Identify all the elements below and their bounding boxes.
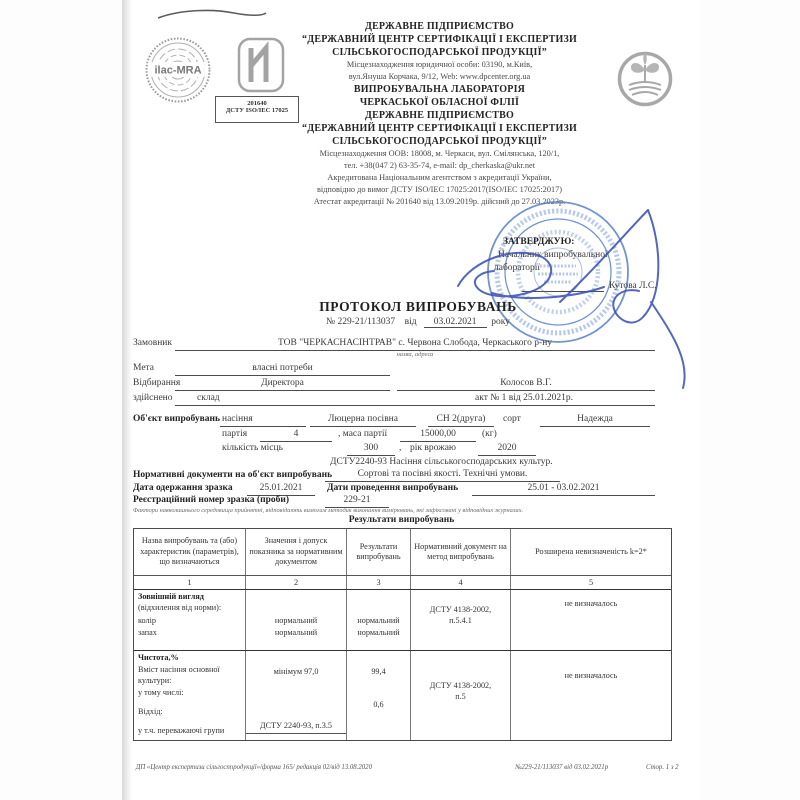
footer-protocol-number: №229-21/113037 від 03.02.2021р	[515, 764, 609, 771]
col-number: 2	[246, 576, 347, 589]
protocol-number: № 229-21/113037	[326, 317, 396, 327]
result-smell: нормальний	[357, 628, 400, 637]
protocol-title: ПРОТОКОЛ ВИПРОБУВАНЬ	[319, 299, 517, 314]
batch-value: 4	[260, 428, 332, 442]
places-label: кількість місць	[222, 443, 283, 453]
mass-value: 15000,00	[400, 428, 476, 442]
accreditation-standard: ДСТУ ISO/IEC 17025	[225, 107, 289, 114]
crop-name: Люцерна посівна	[310, 413, 416, 427]
table-number-row	[134, 576, 671, 590]
results-title: Результати випробувань	[348, 515, 455, 525]
method-doc-b2: п.5	[455, 692, 466, 701]
approve-title: ЗАТВЕРДЖУЮ:	[503, 237, 575, 247]
protocol-date: 03.02.2021	[424, 317, 487, 328]
variety-value: Надежда	[540, 413, 650, 427]
table-header-row	[134, 529, 671, 576]
approve-position-line2: лабораторії	[494, 263, 541, 273]
signature-icon	[452, 190, 702, 420]
date-received-label: Дата одержання зразка	[133, 483, 233, 493]
footer-page-number: Стор. 1 з 2	[646, 764, 679, 771]
col-number: 5	[588, 578, 594, 587]
org2-phone: тел. +38(047 2) 63-35-74, e-mail: dp_cherkaska@ukr.net	[343, 161, 536, 170]
org1-line: СІЛЬСЬКОГОСПОДАРСЬКОЇ ПРОДУКЦІЇ”	[332, 47, 547, 58]
table-row-appearance	[134, 590, 671, 651]
registration-value: 229-21	[325, 494, 389, 508]
registration-label: Реєстраційний номер зразка (проби)	[133, 495, 289, 505]
purity-norm: мінімум 97,0	[273, 667, 319, 676]
col-number: 4	[411, 576, 511, 589]
org1-line: ДЕРЖАВНЕ ПІДПРИЄМСТВО	[364, 21, 514, 32]
seed-underline	[220, 426, 306, 427]
customer-label: Замовник	[133, 338, 173, 348]
col-number: 3	[347, 576, 411, 589]
comma-mark: ,	[399, 443, 402, 453]
purity-cell-divider	[246, 733, 346, 734]
harvest-year-label: рік врожаю	[410, 443, 457, 453]
document-page	[122, 0, 700, 800]
param-color: колір	[138, 616, 157, 625]
approve-position-line1: Начальник випробувальної	[498, 250, 608, 260]
table-row-purity	[134, 651, 671, 740]
purity-result: 99,4	[371, 667, 386, 676]
performed-place: склад	[197, 393, 220, 403]
lab-branch: ЧЕРКАСЬКОЇ ОБЛАСНОЇ ФІЛІЇ	[359, 97, 520, 108]
col-number: 1	[134, 576, 246, 589]
purpose-label: Мета	[133, 363, 155, 373]
header-parameter: Назва випробувань та (або) характеристик (параметрів), що визначаються	[134, 529, 246, 575]
purity-waste-label: Відхід:	[138, 707, 163, 716]
performed-label: здійснено	[133, 393, 173, 403]
uncertainty-b: не визначалось	[564, 671, 618, 680]
purity-line1: Вміст насіння основної	[138, 665, 220, 674]
approver-name: Кутова Л.С.	[609, 281, 657, 291]
normative-docs-value: Сортові та посівні якості. Технічні умови.	[325, 468, 560, 482]
sampling-by-value: Директора	[175, 377, 390, 391]
protocol-date-prefix: від	[404, 317, 417, 327]
header-method-doc: Нормативний документ на метод випробувань	[411, 529, 511, 575]
uncertainty-a: не визначалось	[564, 599, 618, 608]
protocol-date-suffix: року	[491, 317, 510, 327]
environment-note: Фактори навколишнього середовища прийнятні, відповідають вимогам методик виконання вимірювань, які зафіксовані у відповідних журналах.	[133, 507, 524, 514]
method-doc-a2: п.5.4.1	[449, 616, 472, 625]
scan-left-shadow	[122, 0, 132, 800]
header-results: Результати випробувань	[347, 529, 411, 575]
waste-result: 0,6	[373, 700, 384, 709]
org2-address: Місцезнаходження ООВ: 18008, м. Черкаси, вул. Смілянська, 120/1,	[319, 149, 560, 158]
org2-attestat: Атестат акредитації № 201640 від 13.09.2019р. дійсний до 27.03.2023р.	[313, 197, 566, 206]
org1-address: Місцезнаходження юридичної особи: 03190, м.Київ,	[346, 60, 533, 69]
seed-label: насіння	[222, 414, 253, 424]
org1-address: вул.Януша Корчака, 9/12, Web: www.dpcenter.org.ua	[348, 72, 531, 81]
date-received-value: 25.01.2021	[247, 482, 315, 496]
standard-line: ДСТУ2240-93 Насіння сільськогосподарських культур.	[330, 457, 553, 467]
accreditation-number: 201640	[247, 100, 267, 107]
leaf-emblem-icon	[616, 50, 674, 108]
mass-label: , маса партії	[338, 429, 388, 439]
variety-label: сорт	[503, 414, 521, 424]
normative-docs-label: Нормативні документи на об'єкт випробувань	[133, 470, 333, 480]
norm-smell: нормальний	[274, 628, 318, 637]
generation-value: СН 2(друга)	[428, 413, 494, 427]
purity-norm-bottom: ДСТУ 2240-93, п.3.5	[260, 720, 332, 730]
results-table	[133, 528, 672, 741]
org2-line: ДЕРЖАВНЕ ПІДПРИЄМСТВО	[364, 110, 514, 121]
lab-name: ВИПРОБУВАЛЬНА ЛАБОРАТОРІЯ	[353, 84, 526, 95]
customer-value: ТОВ "ЧЕРКАСНАСІНТРАВ" с. Червона Слобода, Черкаського р-ну	[175, 337, 655, 351]
header-uncertainty: Розширена невизначеність k=2*	[535, 546, 647, 556]
purity-line3: у тому числі:	[138, 688, 184, 697]
ilac-mra-label: ilac-MRA	[154, 64, 202, 77]
mass-unit: (кг)	[482, 429, 497, 439]
purpose-value: власні потреби	[175, 362, 390, 376]
test-dates-label: Дати проведення випробувань	[327, 483, 459, 493]
ilac-mra-stamp-icon	[144, 36, 212, 104]
purity-groups-label: у т.ч. переважаючі групи	[138, 726, 225, 735]
sampling-person: Колосов В.Г.	[397, 377, 655, 391]
result-color: нормальний	[357, 616, 400, 625]
sampling-label: Відбирання	[133, 378, 181, 388]
object-label: Об'єкт випробувань	[133, 414, 221, 424]
org1-line: “ДЕРЖАВНИЙ ЦЕНТР СЕРТИФІКАЦІЇ І ЕКСПЕРТИЗИ	[302, 34, 577, 45]
header-norm-value: Значення і допуск показника за нормативним документом	[246, 529, 347, 575]
purity-name: Чистота,%	[138, 653, 179, 662]
places-value: 300	[347, 442, 395, 456]
org2-line: СІЛЬСЬКОГОСПОДАРСЬКОЇ ПРОДУКЦІЇ”	[332, 136, 547, 147]
purity-line2: культури:	[138, 676, 172, 685]
test-dates-value: 25.01 - 03.02.2021	[472, 482, 655, 496]
header-text-block	[272, 20, 607, 208]
footer-form-info: ДП «Центр експертизи сільгосппродукції»/форма 165/ редакція 02/від 13.08.2020	[136, 764, 372, 771]
harvest-year-value: 2020	[478, 442, 536, 456]
norm-color: нормальний	[274, 616, 318, 625]
scan-artifact-curve	[152, 6, 272, 22]
org2-accreditation2: відповідно до вимог ДСТУ ISO/IEC 17025:2017(ISO/IEC 17025:2017)	[316, 185, 563, 194]
org2-accreditation: Акредитована Національним агентством з акредитації України,	[327, 173, 552, 182]
param-smell: запах	[138, 628, 157, 637]
appearance-name: Зовнішній вигляд	[138, 592, 204, 601]
method-doc-b1: ДСТУ 4138-2002,	[429, 681, 492, 690]
batch-label: партія	[222, 429, 248, 439]
org2-line: “ДЕРЖАВНИЙ ЦЕНТР СЕРТИФІКАЦІЇ І ЕКСПЕРТИЗИ	[302, 123, 577, 134]
act-reference: акт № 1 від 25.01.2021р.	[475, 393, 574, 403]
appearance-sub: (відхилення від норми):	[138, 603, 222, 612]
customer-hint: назва, адреса	[396, 351, 434, 358]
method-doc-a1: ДСТУ 4138-2002,	[429, 605, 492, 614]
